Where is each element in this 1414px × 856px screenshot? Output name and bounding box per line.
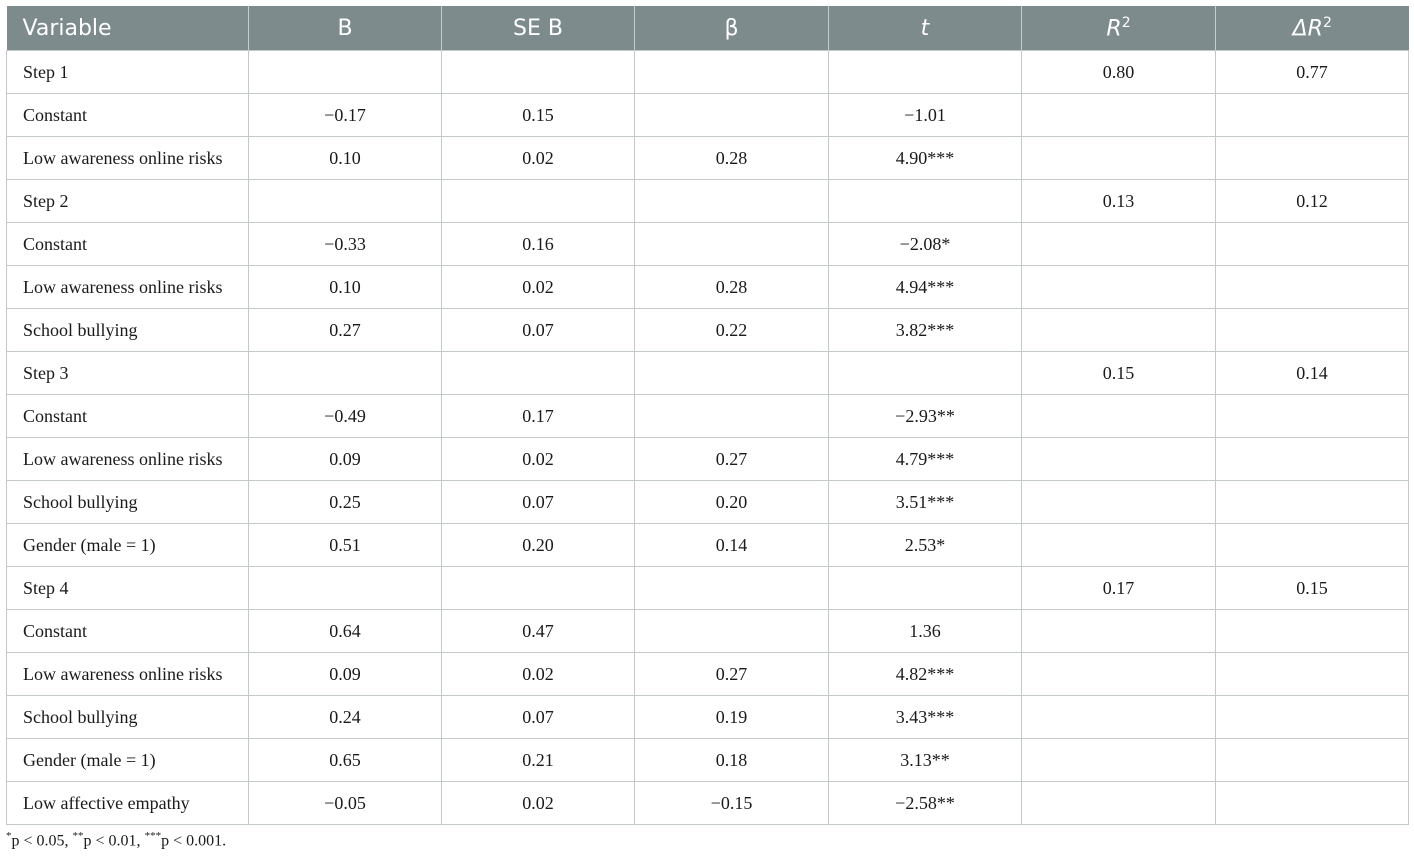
- cell-beta: [635, 567, 829, 610]
- cell-beta: [635, 51, 829, 94]
- cell-b: 0.09: [249, 438, 442, 481]
- cell-variable: Low awareness online risks: [7, 266, 249, 309]
- cell-t: [829, 352, 1022, 395]
- cell-delta-r-squared: 0.15: [1216, 567, 1409, 610]
- footnote-sup-2: **: [72, 830, 84, 842]
- cell-se-b: 0.07: [442, 309, 635, 352]
- cell-variable: School bullying: [7, 309, 249, 352]
- cell-r-squared: [1022, 137, 1216, 180]
- cell-variable: Step 2: [7, 180, 249, 223]
- cell-r-squared: 0.17: [1022, 567, 1216, 610]
- cell-t: −1.01: [829, 94, 1022, 137]
- header-r-squared-label: R: [1106, 16, 1122, 42]
- cell-se-b: [442, 567, 635, 610]
- cell-variable: Gender (male = 1): [7, 524, 249, 567]
- cell-b: 0.27: [249, 309, 442, 352]
- table-row: [7, 567, 1409, 610]
- cell-variable: Step 1: [7, 51, 249, 94]
- cell-t: −2.08*: [829, 223, 1022, 266]
- cell-se-b: 0.02: [442, 137, 635, 180]
- cell-b: [249, 51, 442, 94]
- cell-delta-r-squared: [1216, 309, 1409, 352]
- cell-r-squared: 0.13: [1022, 180, 1216, 223]
- footnote-text-2: p < 0.01,: [83, 832, 145, 850]
- cell-beta: −0.15: [635, 782, 829, 825]
- cell-delta-r-squared: [1216, 438, 1409, 481]
- table-row: [7, 395, 1409, 438]
- header-delta-r-squared-label: ΔR: [1292, 16, 1323, 42]
- table-row: [7, 481, 1409, 524]
- cell-variable: Step 3: [7, 352, 249, 395]
- table-row: [7, 309, 1409, 352]
- cell-r-squared: [1022, 696, 1216, 739]
- cell-r-squared: [1022, 438, 1216, 481]
- cell-delta-r-squared: 0.77: [1216, 51, 1409, 94]
- cell-beta: 0.19: [635, 696, 829, 739]
- table-row: [7, 438, 1409, 481]
- table-header-row: [7, 6, 1409, 51]
- cell-beta: 0.18: [635, 739, 829, 782]
- cell-r-squared: [1022, 524, 1216, 567]
- cell-r-squared: 0.80: [1022, 51, 1216, 94]
- regression-table-container: [6, 6, 1408, 825]
- header-variable: Variable: [7, 6, 249, 51]
- table-row: [7, 696, 1409, 739]
- cell-b: −0.05: [249, 782, 442, 825]
- cell-t: 1.36: [829, 610, 1022, 653]
- cell-beta: 0.28: [635, 266, 829, 309]
- cell-t: 3.13**: [829, 739, 1022, 782]
- cell-delta-r-squared: [1216, 696, 1409, 739]
- cell-t: −2.93**: [829, 395, 1022, 438]
- cell-t: [829, 180, 1022, 223]
- header-t: t: [829, 6, 1022, 51]
- footnote-text-3: p < 0.001.: [161, 832, 227, 850]
- header-se-b: SE B: [442, 6, 635, 51]
- cell-beta: 0.27: [635, 653, 829, 696]
- cell-variable: School bullying: [7, 696, 249, 739]
- cell-r-squared: [1022, 266, 1216, 309]
- cell-se-b: 0.47: [442, 610, 635, 653]
- cell-variable: Gender (male = 1): [7, 739, 249, 782]
- cell-b: −0.17: [249, 94, 442, 137]
- cell-b: [249, 352, 442, 395]
- cell-b: −0.33: [249, 223, 442, 266]
- table-row: [7, 782, 1409, 825]
- cell-delta-r-squared: [1216, 782, 1409, 825]
- footnote-sup-1: *: [6, 830, 12, 842]
- cell-delta-r-squared: [1216, 524, 1409, 567]
- cell-r-squared: [1022, 653, 1216, 696]
- table-row: [7, 137, 1409, 180]
- cell-beta: [635, 610, 829, 653]
- cell-t: 4.79***: [829, 438, 1022, 481]
- cell-se-b: 0.16: [442, 223, 635, 266]
- header-r-squared: [1022, 6, 1216, 51]
- table-row: [7, 352, 1409, 395]
- cell-t: [829, 567, 1022, 610]
- cell-se-b: 0.02: [442, 438, 635, 481]
- cell-b: 0.09: [249, 653, 442, 696]
- cell-b: 0.65: [249, 739, 442, 782]
- cell-delta-r-squared: [1216, 223, 1409, 266]
- cell-beta: 0.27: [635, 438, 829, 481]
- cell-b: [249, 567, 442, 610]
- cell-b: 0.10: [249, 266, 442, 309]
- regression-table: [6, 6, 1409, 825]
- cell-b: 0.64: [249, 610, 442, 653]
- cell-r-squared: [1022, 610, 1216, 653]
- table-row: [7, 524, 1409, 567]
- footnote-text-1: p < 0.05,: [11, 832, 73, 850]
- cell-delta-r-squared: [1216, 395, 1409, 438]
- table-row: [7, 739, 1409, 782]
- header-delta-r-squared: [1216, 6, 1409, 51]
- cell-beta: 0.22: [635, 309, 829, 352]
- table-row: [7, 653, 1409, 696]
- table-row: [7, 94, 1409, 137]
- cell-t: −2.58**: [829, 782, 1022, 825]
- cell-r-squared: [1022, 481, 1216, 524]
- cell-b: [249, 180, 442, 223]
- cell-t: 3.51***: [829, 481, 1022, 524]
- cell-se-b: 0.02: [442, 266, 635, 309]
- cell-b: 0.51: [249, 524, 442, 567]
- cell-t: 4.82***: [829, 653, 1022, 696]
- cell-r-squared: [1022, 223, 1216, 266]
- cell-beta: 0.28: [635, 137, 829, 180]
- header-b: B: [249, 6, 442, 51]
- cell-variable: Low affective empathy: [7, 782, 249, 825]
- cell-b: −0.49: [249, 395, 442, 438]
- cell-variable: School bullying: [7, 481, 249, 524]
- cell-variable: Constant: [7, 610, 249, 653]
- cell-r-squared: [1022, 309, 1216, 352]
- cell-beta: 0.20: [635, 481, 829, 524]
- cell-delta-r-squared: 0.12: [1216, 180, 1409, 223]
- cell-delta-r-squared: [1216, 137, 1409, 180]
- cell-beta: [635, 223, 829, 266]
- cell-t: 4.90***: [829, 137, 1022, 180]
- cell-beta: [635, 395, 829, 438]
- header-r-squared-sup: 2: [1121, 14, 1131, 31]
- cell-se-b: [442, 352, 635, 395]
- cell-beta: 0.14: [635, 524, 829, 567]
- cell-r-squared: 0.15: [1022, 352, 1216, 395]
- header-beta: β: [635, 6, 829, 51]
- cell-r-squared: [1022, 782, 1216, 825]
- cell-variable: Constant: [7, 223, 249, 266]
- cell-se-b: [442, 180, 635, 223]
- cell-delta-r-squared: 0.14: [1216, 352, 1409, 395]
- cell-variable: Low awareness online risks: [7, 137, 249, 180]
- cell-delta-r-squared: [1216, 610, 1409, 653]
- cell-se-b: 0.21: [442, 739, 635, 782]
- header-delta-r-squared-sup: 2: [1322, 14, 1332, 31]
- cell-se-b: 0.02: [442, 782, 635, 825]
- cell-beta: [635, 94, 829, 137]
- cell-t: 3.43***: [829, 696, 1022, 739]
- cell-r-squared: [1022, 739, 1216, 782]
- table-row: [7, 51, 1409, 94]
- cell-b: 0.10: [249, 137, 442, 180]
- table-row: [7, 223, 1409, 266]
- cell-delta-r-squared: [1216, 653, 1409, 696]
- cell-se-b: 0.02: [442, 653, 635, 696]
- cell-b: 0.25: [249, 481, 442, 524]
- cell-variable: Low awareness online risks: [7, 653, 249, 696]
- cell-r-squared: [1022, 395, 1216, 438]
- cell-delta-r-squared: [1216, 739, 1409, 782]
- cell-variable: Step 4: [7, 567, 249, 610]
- cell-variable: Constant: [7, 94, 249, 137]
- cell-t: 2.53*: [829, 524, 1022, 567]
- cell-delta-r-squared: [1216, 481, 1409, 524]
- cell-se-b: 0.17: [442, 395, 635, 438]
- cell-beta: [635, 180, 829, 223]
- cell-variable: Low awareness online risks: [7, 438, 249, 481]
- cell-t: [829, 51, 1022, 94]
- table-body: [7, 51, 1409, 825]
- cell-delta-r-squared: [1216, 266, 1409, 309]
- cell-se-b: 0.15: [442, 94, 635, 137]
- table-footnote: [6, 830, 226, 850]
- cell-t: 3.82***: [829, 309, 1022, 352]
- cell-beta: [635, 352, 829, 395]
- cell-r-squared: [1022, 94, 1216, 137]
- cell-se-b: 0.07: [442, 481, 635, 524]
- cell-b: 0.24: [249, 696, 442, 739]
- cell-t: 4.94***: [829, 266, 1022, 309]
- cell-se-b: [442, 51, 635, 94]
- cell-variable: Constant: [7, 395, 249, 438]
- cell-delta-r-squared: [1216, 94, 1409, 137]
- table-row: [7, 610, 1409, 653]
- table-row: [7, 266, 1409, 309]
- footnote-sup-3: ***: [144, 830, 162, 842]
- cell-se-b: 0.20: [442, 524, 635, 567]
- table-row: [7, 180, 1409, 223]
- cell-se-b: 0.07: [442, 696, 635, 739]
